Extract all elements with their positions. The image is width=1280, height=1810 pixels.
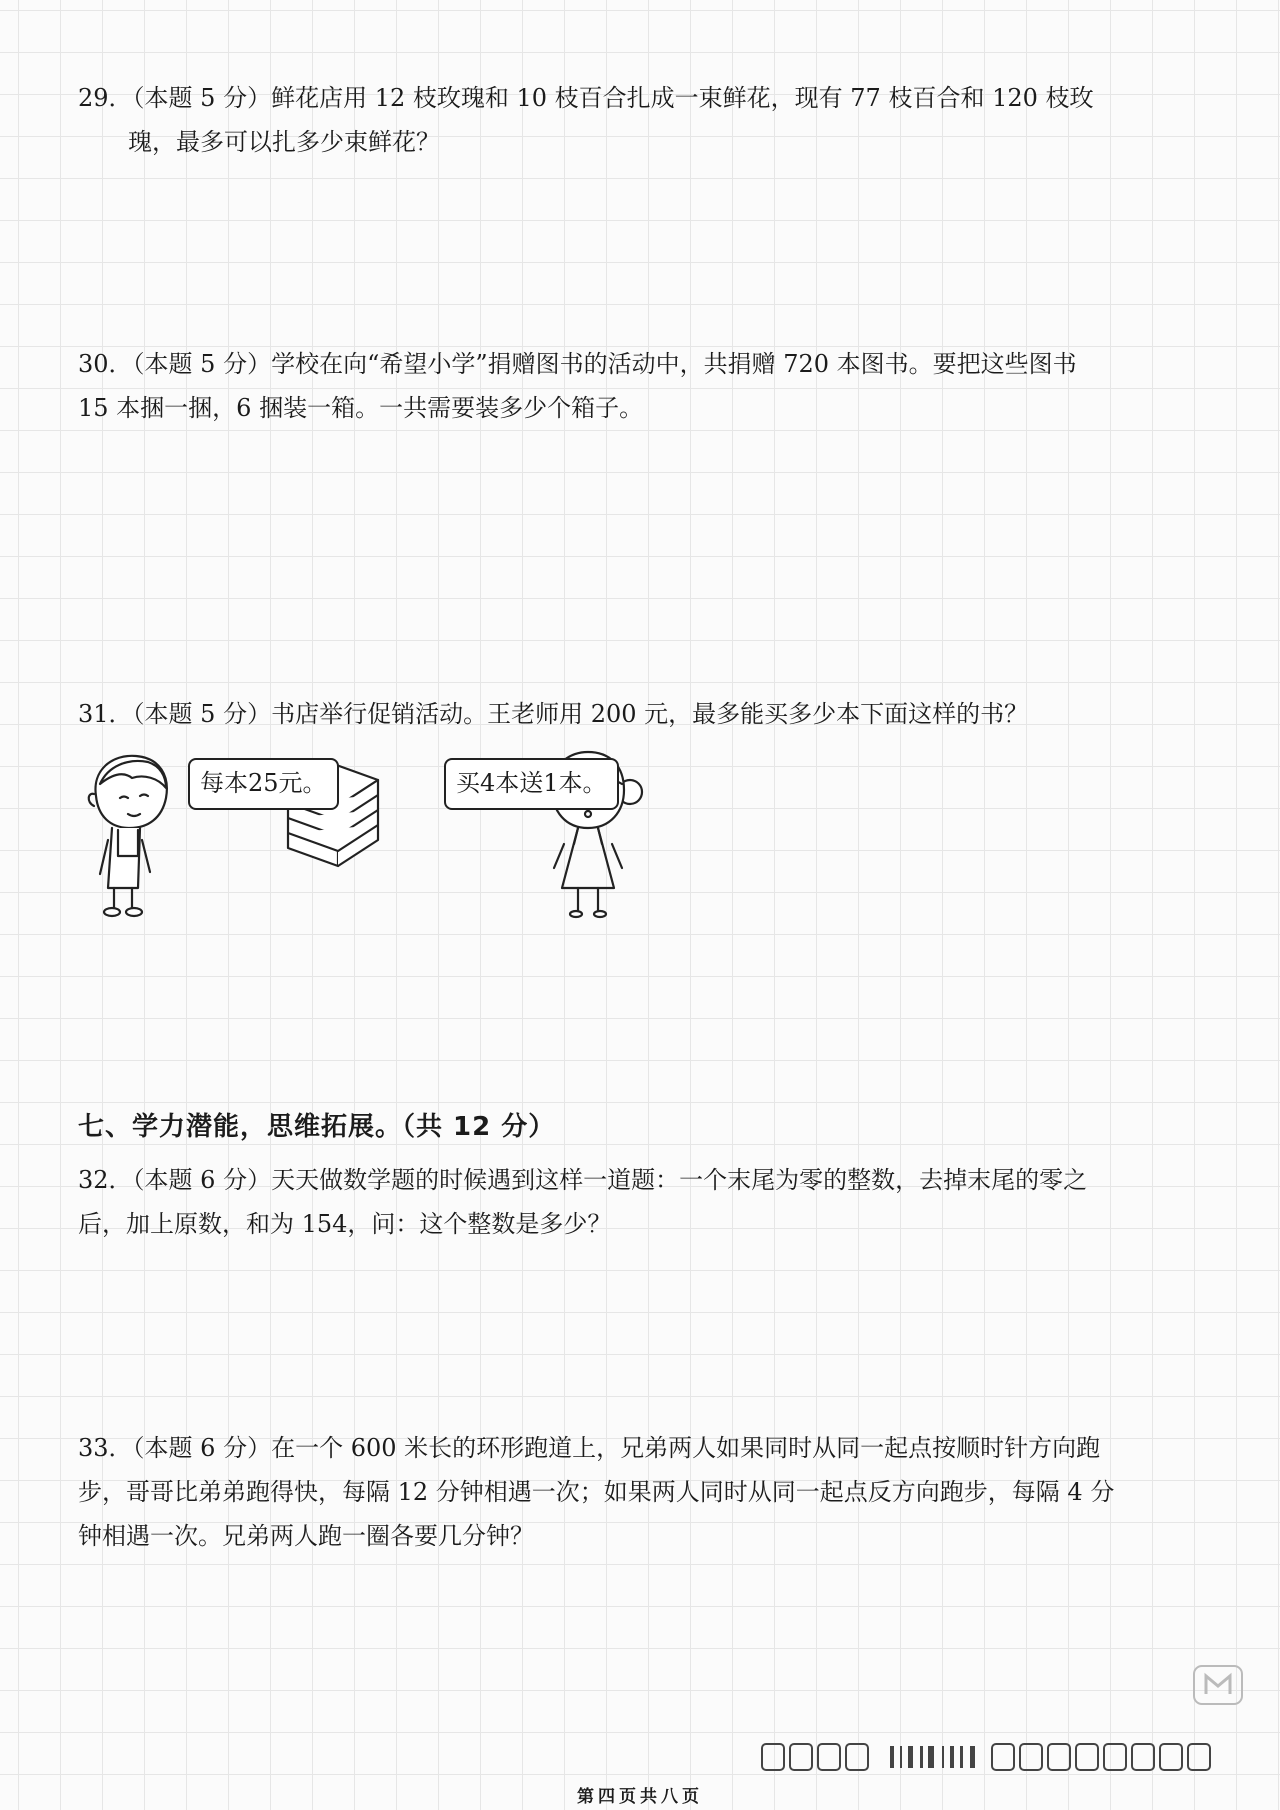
question-33-line-2: 步，哥哥比弟弟跑得快，每隔 12 分钟相遇一次；如果两人同时从同一起点反方向跑步，每隔 4 分 (78, 1478, 1115, 1506)
question-30 (78, 342, 1188, 430)
watermark-logo (1190, 1660, 1246, 1710)
question-30-line-2: 15 本捆一捆，6 捆装一箱。一共需要装多少个箱子。 (78, 394, 644, 422)
bookstore-illustration (78, 748, 778, 928)
question-29-line-2: 瑰，最多可以扎多少束鲜花？ (128, 128, 440, 156)
section-title-7: 七、学力潜能，思维拓展。（共 12 分） (78, 1112, 556, 1142)
question-32 (78, 1158, 1188, 1246)
page-number: 第四页共八页 (577, 1787, 703, 1807)
question-33-line-1: 33．（本题 6 分）在一个 600 米长的环形跑道上，兄弟两人如果同时从同一起点按顺时针方向跑 (78, 1434, 1101, 1462)
boy-figure (78, 748, 778, 928)
question-32-line-2: 后，加上原数，和为 154，问：这个整数是多少？ (78, 1210, 612, 1238)
question-33 (78, 1426, 1188, 1558)
question-30-line-1: 30．（本题 5 分）学校在向“希望小学”捐赠图书的活动中，共捐赠 720 本图书。要把这些图书 (78, 350, 1077, 378)
question-29-line-1: 29．（本题 5 分）鲜花店用 12 枝玫瑰和 10 枝百合扎成一束鲜花，现有 77 枝百合和 120 枝玫 (78, 84, 1094, 112)
question-29 (78, 76, 1188, 164)
question-33-line-3: 钟相遇一次。兄弟两人跑一圈各要几分钟？ (78, 1522, 534, 1550)
question-31-line-1: 31．（本题 5 分）书店举行促销活动。王老师用 200 元，最多能买多少本下面这样的书？ (78, 700, 1029, 728)
promo-speech-bubble: 买4本送1本。 (444, 758, 619, 810)
scan-mark-strip (760, 1738, 1240, 1778)
question-31 (78, 692, 1188, 736)
question-32-line-1: 32．（本题 6 分）天天做数学题的时候遇到这样一道题：一个末尾为零的整数，去掉末尾的零之 (78, 1166, 1088, 1194)
price-speech-bubble: 每本25元。 (188, 758, 339, 810)
